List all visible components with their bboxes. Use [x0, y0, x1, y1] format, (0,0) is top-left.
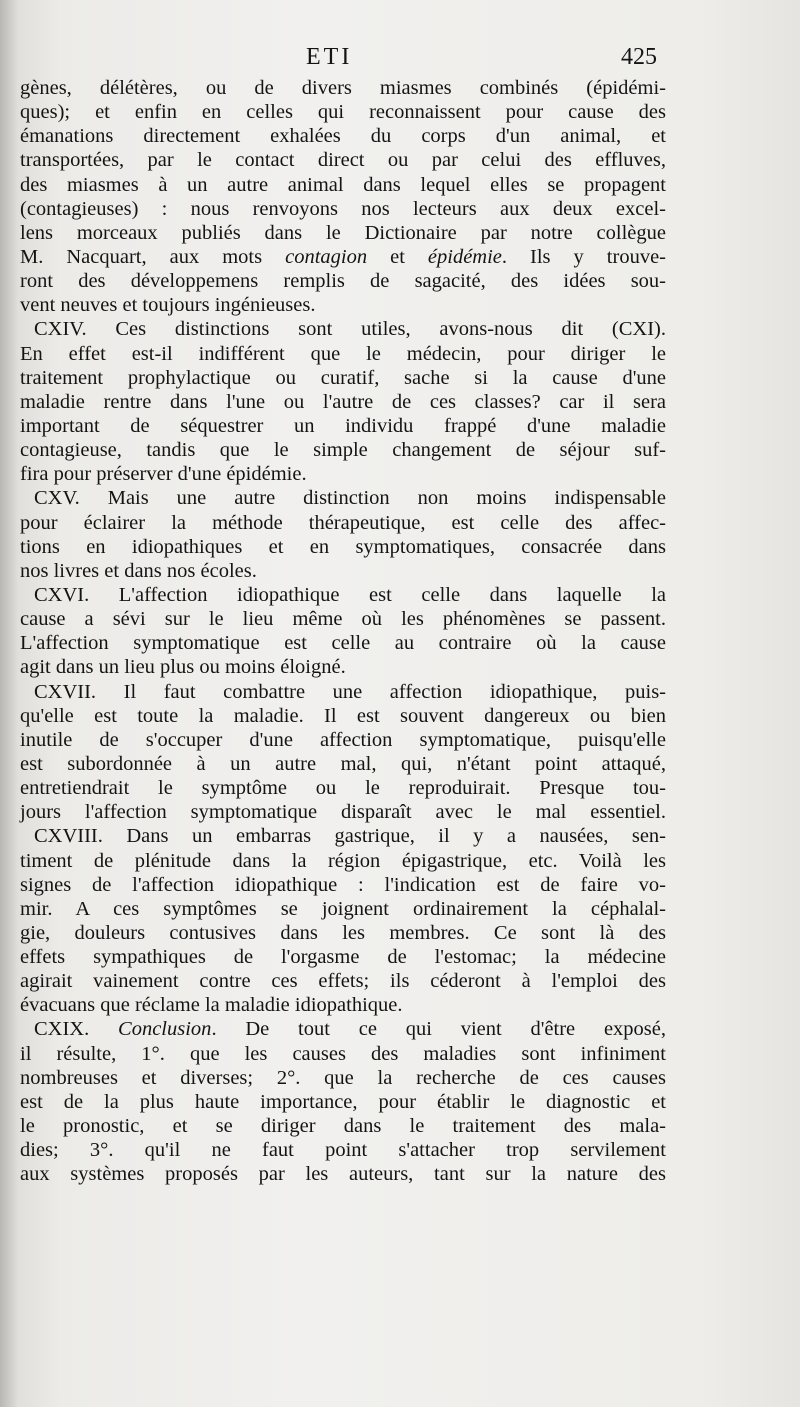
text-line: nombreuses et diverses; 2°. que la recherche de ces causes	[20, 1066, 666, 1089]
text-line: traitement prophylactique ou curatif, sache si la cause d'une	[20, 366, 666, 389]
text-line: évacuans que réclame la maladie idiopathique.	[20, 994, 403, 1017]
text-line: qu'elle est toute la maladie. Il est souvent dangereux ou bien	[20, 704, 666, 727]
italic-term: contagion	[285, 245, 368, 268]
text-line: lens morceaux publiés dans le Dictionaire par notre collègue	[20, 221, 666, 244]
text-line: émanations directement exhalées du corps d'un animal, et	[20, 125, 666, 148]
text-line: fira pour préserver d'une épidémie.	[20, 463, 307, 486]
running-head	[0, 44, 800, 78]
text-line: tions en idiopathiques et en symptomatiques, consacrée dans	[20, 535, 666, 558]
text-line: est de la plus haute importance, pour établir le diagnostic et	[20, 1090, 666, 1113]
text-line: aux systèmes proposés par les auteurs, tant sur la nature des	[20, 1163, 666, 1186]
text-line: (contagieuses) : nous renvoyons nos lecteurs aux deux excel-	[20, 197, 666, 220]
text-line: mir. A ces symptômes se joignent ordinairement la céphalal-	[20, 897, 666, 920]
text-line: CXVI. L'affection idiopathique est celle dans laquelle la	[34, 583, 666, 606]
text-segment: et	[367, 245, 428, 268]
text-line: cause a sévi sur le lieu même où les phénomènes se passent.	[20, 608, 666, 631]
text-line: gie, douleurs contusives dans les membres. Ce sont là des	[20, 921, 666, 944]
text-segment: . Ils y trouve-	[501, 245, 666, 268]
text-line: transportées, par le contact direct ou par celui des effluves,	[20, 149, 666, 172]
italic-term: épidémie	[427, 245, 502, 268]
text-line: timent de plénitude dans la région épigastrique, etc. Voilà les	[20, 849, 666, 872]
text-line: maladie rentre dans l'une ou l'autre de ces classes? car il sera	[20, 390, 666, 413]
text-line: il résulte, 1°. que les causes des maladies sont infiniment	[20, 1042, 666, 1065]
text-line: signes de l'affection idiopathique : l'indication est de faire vo-	[20, 873, 666, 896]
text-line: L'affection symptomatique est celle au contraire où la cause	[20, 632, 666, 655]
body-text	[20, 76, 666, 1186]
text-line: vent neuves et toujours ingénieuses.	[20, 294, 316, 317]
text-line: contagieuse, tandis que le simple changement de séjour suf-	[20, 439, 666, 462]
text-line: important de séquestrer un individu frappé d'une maladie	[20, 414, 666, 437]
text-line: CXVIII. Dans un embarras gastrique, il y a nausées, sen-	[34, 825, 666, 848]
text-segment: CXIX.	[34, 1018, 119, 1041]
page-gutter-shadow	[0, 0, 18, 1407]
text-line: ques); et enfin en celles qui reconnaissent pour cause des	[20, 101, 666, 124]
text-segment: . De tout ce qui vient d'être exposé,	[211, 1018, 666, 1041]
text-line	[20, 245, 666, 269]
text-line: CXV. Mais une autre distinction non moins indispensable	[34, 487, 666, 510]
text-line: agirait vainement contre ces effets; ils céderont à l'emploi des	[20, 970, 666, 993]
text-line: dies; 3°. qu'il ne faut point s'attacher trop servilement	[20, 1139, 666, 1162]
text-line: CXIV. Ces distinctions sont utiles, avons-nous dit (CXI).	[34, 318, 666, 341]
text-line: des miasmes à un autre animal dans lequel elles se propagent	[20, 173, 666, 196]
running-head-title: ETI	[306, 44, 353, 70]
page-number: 425	[621, 44, 657, 70]
text-line: jours l'affection symptomatique disparaît avec le mal essentiel.	[20, 801, 666, 824]
text-segment: M. Nacquart, aux mots	[20, 245, 286, 268]
text-line: entretiendrait le symptôme ou le reproduirait. Presque tou-	[20, 777, 666, 800]
text-line: En effet est-il indifférent que le médecin, pour diriger le	[20, 342, 666, 365]
text-line: effets sympathiques de l'orgasme de l'estomac; la médecine	[20, 946, 666, 969]
text-line: gènes, délétères, ou de divers miasmes combinés (épidémi-	[20, 77, 666, 99]
italic-term: Conclusion	[118, 1018, 212, 1041]
text-line: inutile de s'occuper d'une affection symptomatique, puisqu'elle	[20, 728, 666, 751]
text-line: CXVII. Il faut combattre une affection idiopathique, puis-	[34, 680, 666, 703]
text-line: ront des développemens remplis de sagacité, des idées sou-	[20, 270, 666, 293]
text-line: nos livres et dans nos écoles.	[20, 559, 257, 582]
text-line: agit dans un lieu plus ou moins éloigné.	[20, 656, 346, 679]
text-line: pour éclairer la méthode thérapeutique, est celle des affec-	[20, 511, 666, 534]
text-line	[20, 1017, 666, 1041]
text-line: est subordonnée à un autre mal, qui, n'étant point attaqué,	[20, 752, 666, 775]
text-line: le pronostic, et se diriger dans le traitement des mala-	[20, 1115, 666, 1138]
